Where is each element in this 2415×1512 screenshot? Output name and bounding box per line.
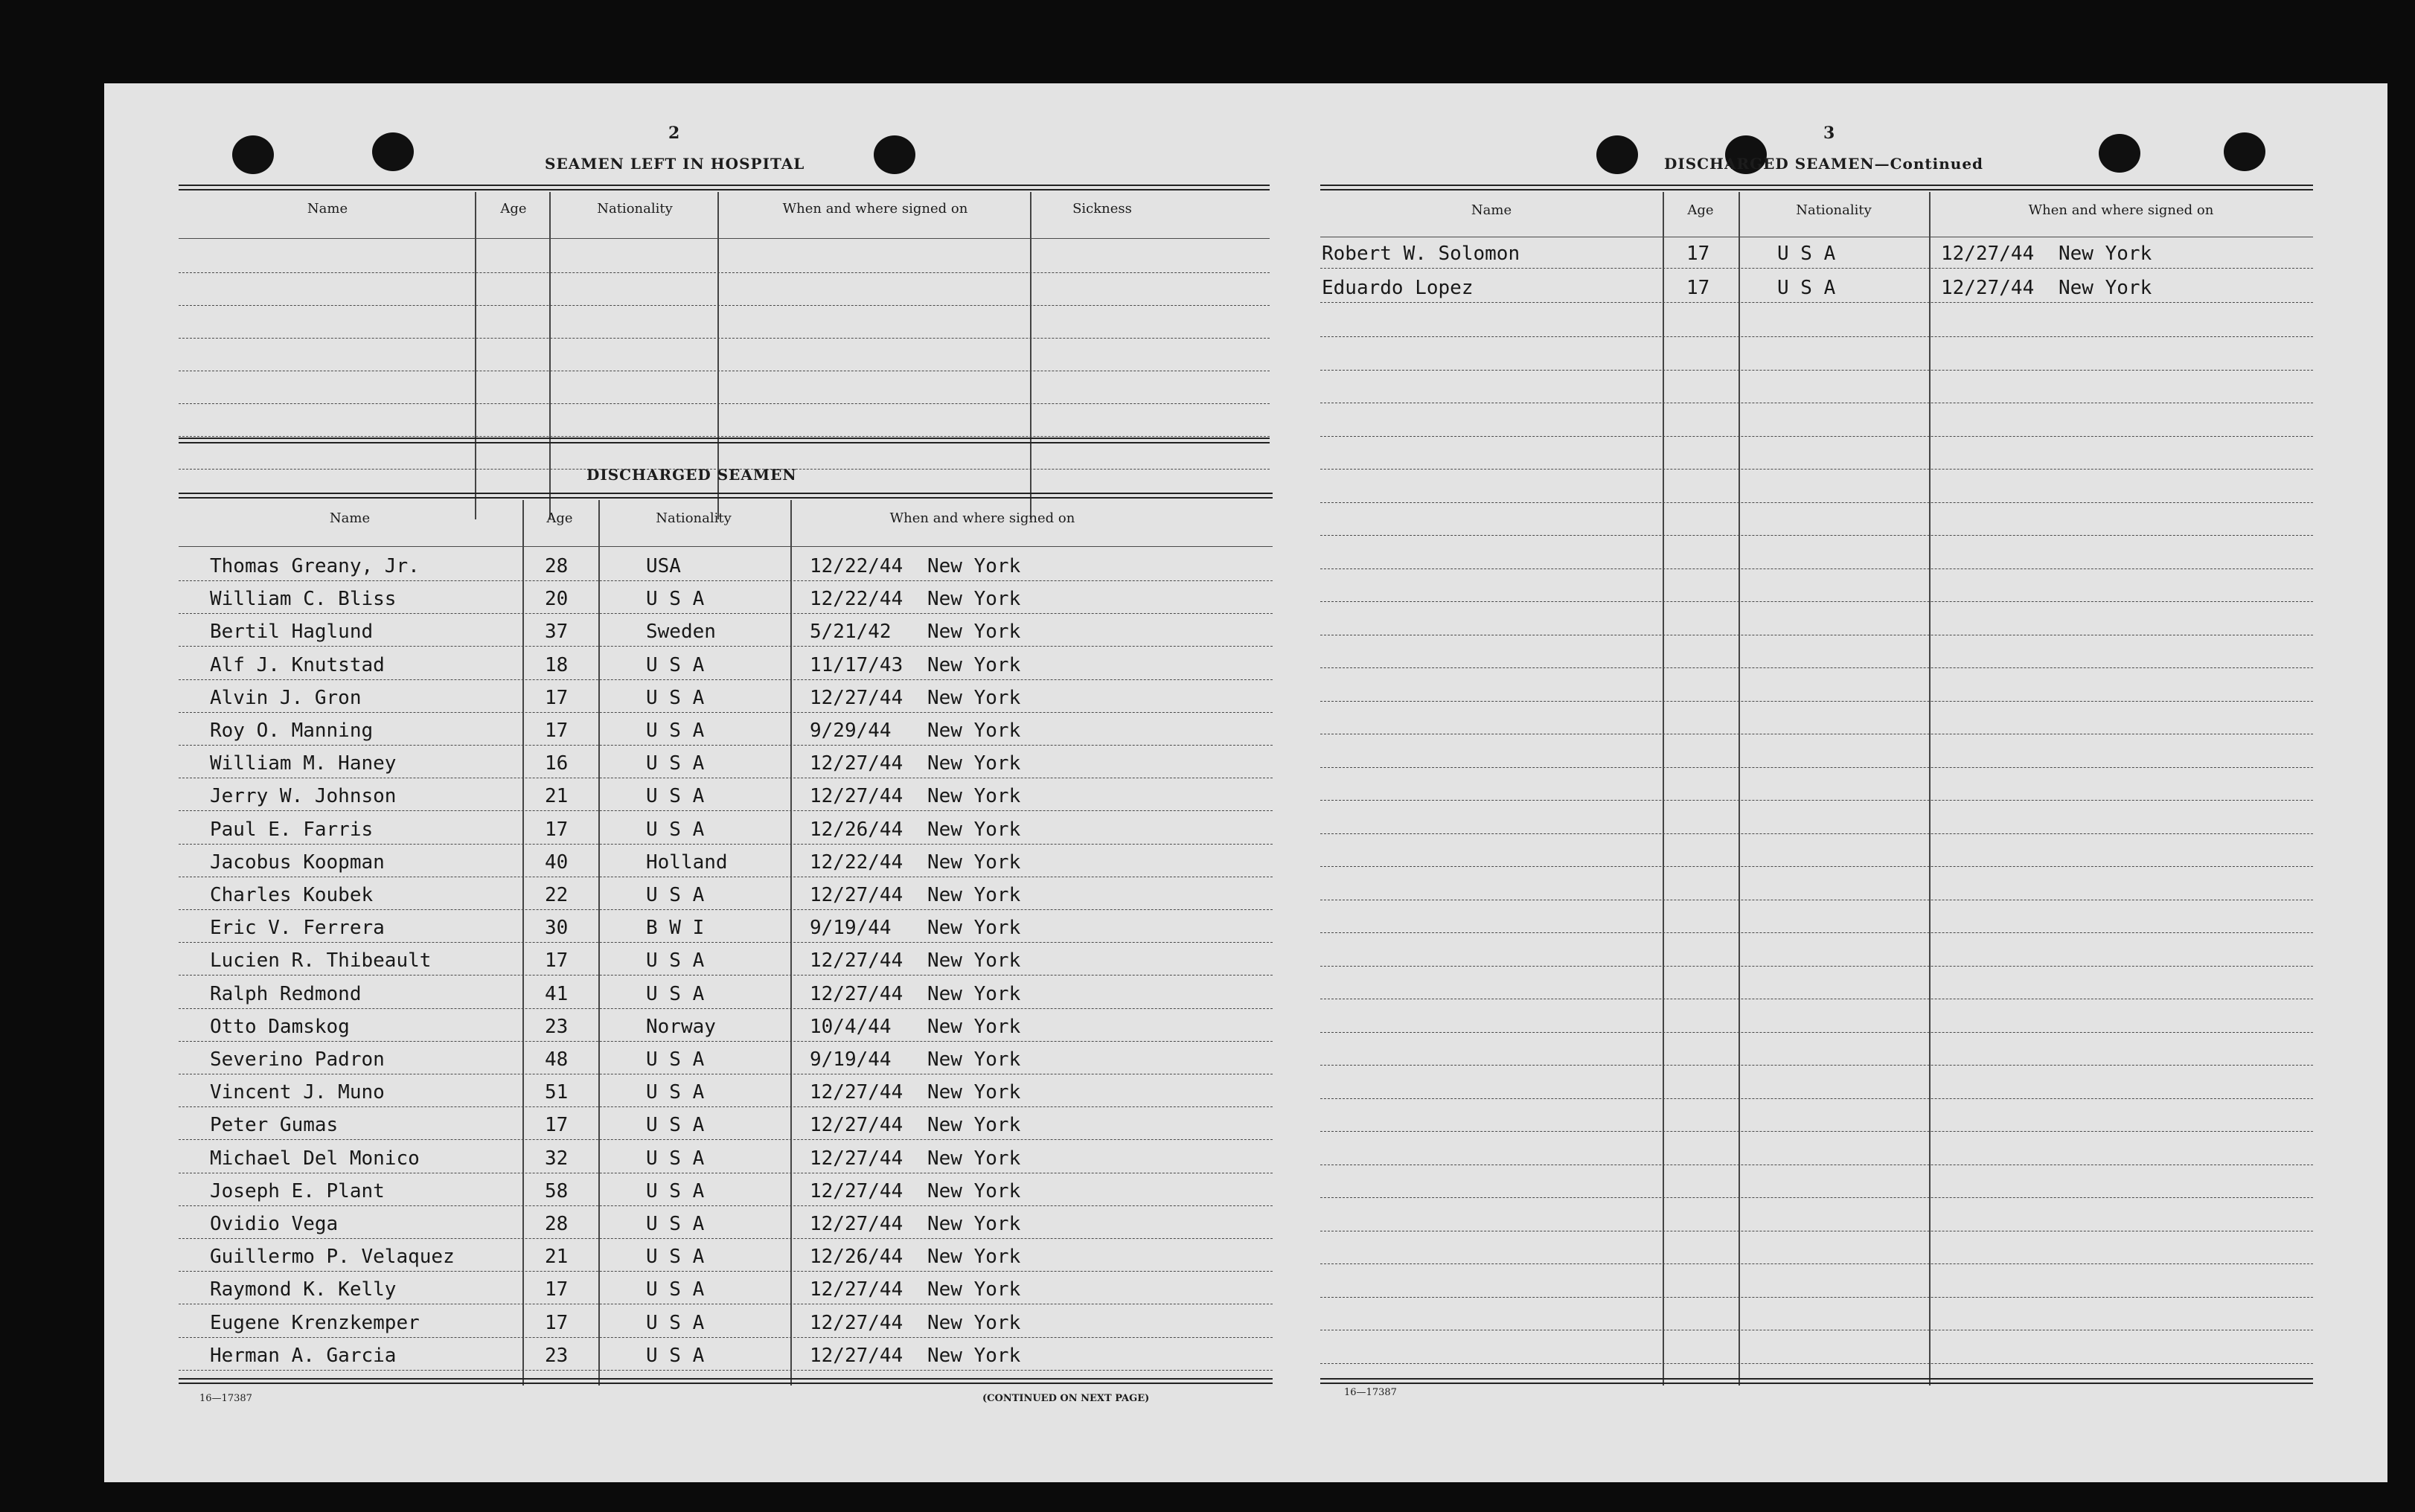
cell-age: 17 (1686, 277, 1710, 299)
cell-name: Raymond K. Kelly (210, 1278, 397, 1301)
cell-name: Ralph Redmond (210, 982, 362, 1005)
cell-place: New York (927, 653, 1021, 676)
rule (179, 238, 1270, 239)
cell-name: Bertil Haglund (210, 621, 374, 644)
cell-date: 12/27/44 (810, 1344, 903, 1367)
column-divider (1739, 192, 1740, 1386)
cell-place: New York (927, 884, 1021, 906)
cell-nationality: U S A (646, 818, 705, 841)
cell-place: New York (927, 1246, 1021, 1269)
cell-age: 41 (545, 982, 569, 1005)
row-rule (179, 975, 1273, 976)
cell-place: New York (927, 818, 1021, 841)
column-divider (1030, 192, 1031, 519)
cell-name: Alf J. Knutstad (210, 653, 385, 676)
cell-date: 9/29/44 (810, 720, 892, 742)
cell-name: Roy O. Manning (210, 720, 374, 742)
blank-row-rule (1320, 1032, 2313, 1033)
cell-name: Severino Padron (210, 1048, 385, 1071)
cell-name: Eduardo Lopez (1322, 277, 1474, 299)
cell-name: Peter Gumas (210, 1114, 339, 1137)
row-rule (179, 1337, 1273, 1338)
punch-hole (1596, 135, 1638, 174)
row-rule (179, 1370, 1273, 1371)
row-rule (179, 1139, 1273, 1140)
cell-place: New York (927, 720, 1021, 742)
cell-place: New York (927, 1081, 1021, 1104)
col-nationality: Nationality (1796, 202, 1872, 218)
cell-date: 12/27/44 (810, 1114, 903, 1137)
cell-nationality: U S A (646, 949, 705, 973)
row-rule (179, 679, 1273, 680)
col-name: Name (1471, 202, 1512, 218)
cell-age: 22 (545, 884, 569, 906)
rule (179, 272, 1270, 273)
cell-age: 23 (545, 1344, 569, 1367)
discharged-col-nationality: Nationality (656, 510, 732, 526)
blank-row-rule (1320, 502, 2313, 503)
cell-age: 51 (545, 1081, 569, 1104)
cell-date: 12/27/44 (810, 949, 903, 973)
cell-name: William C. Bliss (210, 588, 397, 611)
cell-age: 16 (545, 752, 569, 775)
cell-place: New York (927, 1015, 1021, 1038)
blank-row-rule (1320, 667, 2313, 668)
cell-age: 21 (545, 785, 569, 808)
cell-date: 12/27/44 (810, 1213, 903, 1235)
cell-name: Charles Koubek (210, 884, 374, 906)
cell-place: New York (927, 555, 1021, 577)
row-rule (179, 1041, 1273, 1042)
hospital-col-name: Name (307, 201, 348, 217)
cell-age: 28 (545, 555, 569, 577)
cell-name: Thomas Greany, Jr. (210, 555, 420, 577)
cell-name: Joseph E. Plant (210, 1179, 385, 1202)
form-number: 16—17387 (199, 1393, 252, 1404)
cell-age: 37 (545, 621, 569, 644)
cell-name: Robert W. Solomon (1322, 243, 1520, 265)
row-rule (179, 1238, 1273, 1239)
blank-row-rule (1320, 701, 2313, 702)
rule (179, 1378, 1273, 1384)
row-rule (179, 580, 1273, 581)
cell-date: 9/19/44 (810, 1048, 892, 1071)
cell-date: 9/19/44 (810, 917, 892, 940)
row-rule (179, 712, 1273, 713)
column-divider (1929, 192, 1931, 1386)
blank-row-rule (1320, 1098, 2313, 1099)
row-rule (179, 810, 1273, 811)
cell-place: New York (927, 1147, 1021, 1170)
cell-place: New York (927, 621, 1021, 644)
cell-age: 21 (545, 1246, 569, 1269)
rule (1320, 1378, 2313, 1384)
blank-row-rule (1320, 866, 2313, 867)
hospital-col-nationality: Nationality (597, 201, 673, 217)
cell-date: 12/27/44 (1941, 243, 2035, 265)
cell-nationality: Holland (646, 850, 728, 874)
blank-row-rule (1320, 1363, 2313, 1364)
rule (179, 185, 1270, 190)
rule (179, 305, 1270, 306)
cell-date: 12/27/44 (810, 785, 903, 808)
cell-nationality: U S A (646, 720, 705, 742)
cell-age: 28 (545, 1213, 569, 1235)
cell-date: 10/4/44 (810, 1015, 892, 1038)
cell-date: 12/27/44 (1941, 277, 2035, 299)
cell-nationality: U S A (646, 1179, 705, 1202)
cell-nationality: U S A (646, 1048, 705, 1071)
cell-date: 12/27/44 (810, 1278, 903, 1301)
blank-row-rule (1320, 370, 2313, 371)
cell-nationality: USA (646, 555, 681, 577)
cell-place: New York (927, 850, 1021, 874)
cell-nationality: U S A (646, 982, 705, 1005)
left-page (104, 83, 1235, 1482)
form-number: 16—17387 (1344, 1387, 1397, 1398)
row-rule (179, 613, 1273, 614)
rule (179, 493, 1273, 499)
column-divider (475, 192, 476, 519)
punch-hole (232, 135, 274, 174)
cell-age: 17 (545, 686, 569, 709)
rule (179, 438, 1270, 443)
cell-age: 17 (545, 1278, 569, 1301)
cell-nationality: Norway (646, 1015, 716, 1038)
cell-nationality: U S A (1777, 277, 1836, 299)
document-sheet (104, 83, 2387, 1482)
cell-nationality: U S A (646, 1213, 705, 1235)
cell-place: New York (927, 686, 1021, 709)
cell-place: New York (927, 1278, 1021, 1301)
cell-place: New York (2059, 277, 2152, 299)
cell-age: 32 (545, 1147, 569, 1170)
cell-nationality: U S A (646, 1344, 705, 1367)
cell-nationality: U S A (646, 1246, 705, 1269)
row-rule (179, 1008, 1273, 1009)
discharged-col-name: Name (329, 510, 371, 526)
row-rule (179, 646, 1273, 647)
cell-age: 17 (1686, 243, 1710, 265)
cell-place: New York (927, 1048, 1021, 1071)
cell-date: 12/27/44 (810, 686, 903, 709)
blank-row-rule (1320, 833, 2313, 834)
cell-nationality: U S A (646, 686, 705, 709)
cell-nationality: U S A (1777, 243, 1836, 265)
column-divider (1663, 192, 1664, 1386)
cell-nationality: U S A (646, 653, 705, 676)
cell-name: Guillermo P. Velaquez (210, 1246, 455, 1269)
cell-age: 17 (545, 949, 569, 973)
blank-row-rule (1320, 932, 2313, 933)
cell-nationality: U S A (646, 1081, 705, 1104)
discharged-col-signed-on: When and where signed on (889, 510, 1075, 526)
cell-age: 17 (545, 1311, 569, 1334)
cell-place: New York (927, 752, 1021, 775)
punch-hole (2224, 132, 2265, 171)
cell-date: 12/22/44 (810, 555, 903, 577)
punch-hole (874, 135, 915, 174)
blank-row-rule (1320, 1065, 2313, 1066)
cell-place: New York (927, 1114, 1021, 1137)
cell-nationality: B W I (646, 917, 705, 940)
row-rule (179, 844, 1273, 845)
cell-age: 18 (545, 653, 569, 676)
row-rule (179, 745, 1273, 746)
blank-row-rule (1320, 436, 2313, 437)
cell-nationality: U S A (646, 1147, 705, 1170)
cell-date: 12/22/44 (810, 850, 903, 874)
cell-name: William M. Haney (210, 752, 397, 775)
cell-name: Eugene Krenzkemper (210, 1311, 420, 1334)
cell-nationality: Sweden (646, 621, 716, 644)
cell-name: Paul E. Farris (210, 818, 374, 841)
cell-nationality: U S A (646, 1311, 705, 1334)
cell-place: New York (927, 1179, 1021, 1202)
cell-name: Eric V. Ferrera (210, 917, 385, 940)
punch-hole (372, 132, 414, 171)
row-rule (179, 942, 1273, 943)
hospital-col-signed-on: When and where signed on (782, 201, 968, 217)
cell-nationality: U S A (646, 1114, 705, 1137)
page-number: 3 (1823, 124, 1835, 143)
cell-date: 12/27/44 (810, 752, 903, 775)
cell-name: Alvin J. Gron (210, 686, 362, 709)
continued-note: (CONTINUED ON NEXT PAGE) (982, 1393, 1150, 1404)
rule (179, 436, 1270, 437)
cell-date: 12/27/44 (810, 1081, 903, 1104)
blank-row-rule (1320, 469, 2313, 470)
blank-row-rule (1320, 1197, 2313, 1198)
blank-row-rule (1320, 966, 2313, 967)
cell-place: New York (927, 982, 1021, 1005)
cell-place: New York (927, 1311, 1021, 1334)
col-age: Age (1687, 202, 1714, 218)
punch-hole (2099, 134, 2140, 173)
row-rule (179, 909, 1273, 910)
hospital-col-age: Age (500, 201, 527, 217)
right-page (1235, 83, 2387, 1482)
cell-place: New York (927, 949, 1021, 973)
blank-row-rule (1320, 601, 2313, 602)
cell-date: 12/26/44 (810, 818, 903, 841)
cell-age: 30 (545, 917, 569, 940)
row-rule (1320, 268, 2313, 269)
cell-date: 12/27/44 (810, 1147, 903, 1170)
hospital-section-title: SEAMEN LEFT IN HOSPITAL (545, 155, 805, 173)
row-rule (1320, 302, 2313, 303)
cell-date: 12/27/44 (810, 982, 903, 1005)
row-rule (179, 1271, 1273, 1272)
cell-nationality: U S A (646, 1278, 705, 1301)
cell-date: 12/26/44 (810, 1246, 903, 1269)
cell-place: New York (927, 1213, 1021, 1235)
cell-date: 12/22/44 (810, 588, 903, 611)
row-rule (179, 1205, 1273, 1206)
cell-date: 11/17/43 (810, 653, 903, 676)
cell-place: New York (2059, 243, 2152, 265)
rule (1320, 185, 2313, 190)
cell-nationality: U S A (646, 884, 705, 906)
cell-place: New York (927, 1344, 1021, 1367)
cell-date: 12/27/44 (810, 884, 903, 906)
rule (179, 338, 1270, 339)
blank-row-rule (1320, 1297, 2313, 1298)
cell-name: Michael Del Monico (210, 1147, 420, 1170)
blank-row-rule (1320, 1263, 2313, 1264)
cell-nationality: U S A (646, 785, 705, 808)
blank-row-rule (1320, 336, 2313, 337)
discharged-section-title: DISCHARGED SEAMEN (586, 466, 797, 484)
cell-age: 48 (545, 1048, 569, 1071)
blank-row-rule (1320, 767, 2313, 768)
cell-name: Vincent J. Muno (210, 1081, 385, 1104)
cell-name: Lucien R. Thibeault (210, 949, 432, 973)
cell-date: 5/21/42 (810, 621, 892, 644)
cell-place: New York (927, 917, 1021, 940)
cell-age: 17 (545, 720, 569, 742)
blank-row-rule (1320, 568, 2313, 569)
cell-name: Jerry W. Johnson (210, 785, 397, 808)
cell-name: Jacobus Koopman (210, 850, 385, 874)
cell-age: 58 (545, 1179, 569, 1202)
blank-row-rule (1320, 1131, 2313, 1132)
cell-date: 12/27/44 (810, 1311, 903, 1334)
cell-age: 23 (545, 1015, 569, 1038)
cell-name: Ovidio Vega (210, 1213, 339, 1235)
cell-place: New York (927, 588, 1021, 611)
cell-place: New York (927, 785, 1021, 808)
hospital-col-sickness: Sickness (1072, 201, 1132, 217)
row-rule (179, 1106, 1273, 1107)
blank-row-rule (1320, 535, 2313, 536)
cell-nationality: U S A (646, 752, 705, 775)
discharged-col-age: Age (546, 510, 573, 526)
cell-age: 17 (545, 818, 569, 841)
cell-name: Otto Damskog (210, 1015, 350, 1038)
section-title: DISCHARGED SEAMEN—Continued (1664, 155, 1984, 173)
cell-name: Herman A. Garcia (210, 1344, 397, 1367)
cell-age: 40 (545, 850, 569, 874)
blank-row-rule (1320, 800, 2313, 801)
page-number: 2 (668, 124, 680, 143)
rule (179, 546, 1273, 547)
cell-date: 12/27/44 (810, 1179, 903, 1202)
cell-age: 17 (545, 1114, 569, 1137)
cell-nationality: U S A (646, 588, 705, 611)
column-divider (549, 192, 551, 519)
rule (179, 403, 1270, 404)
cell-age: 20 (545, 588, 569, 611)
col-signed-on: When and where signed on (2028, 202, 2214, 218)
